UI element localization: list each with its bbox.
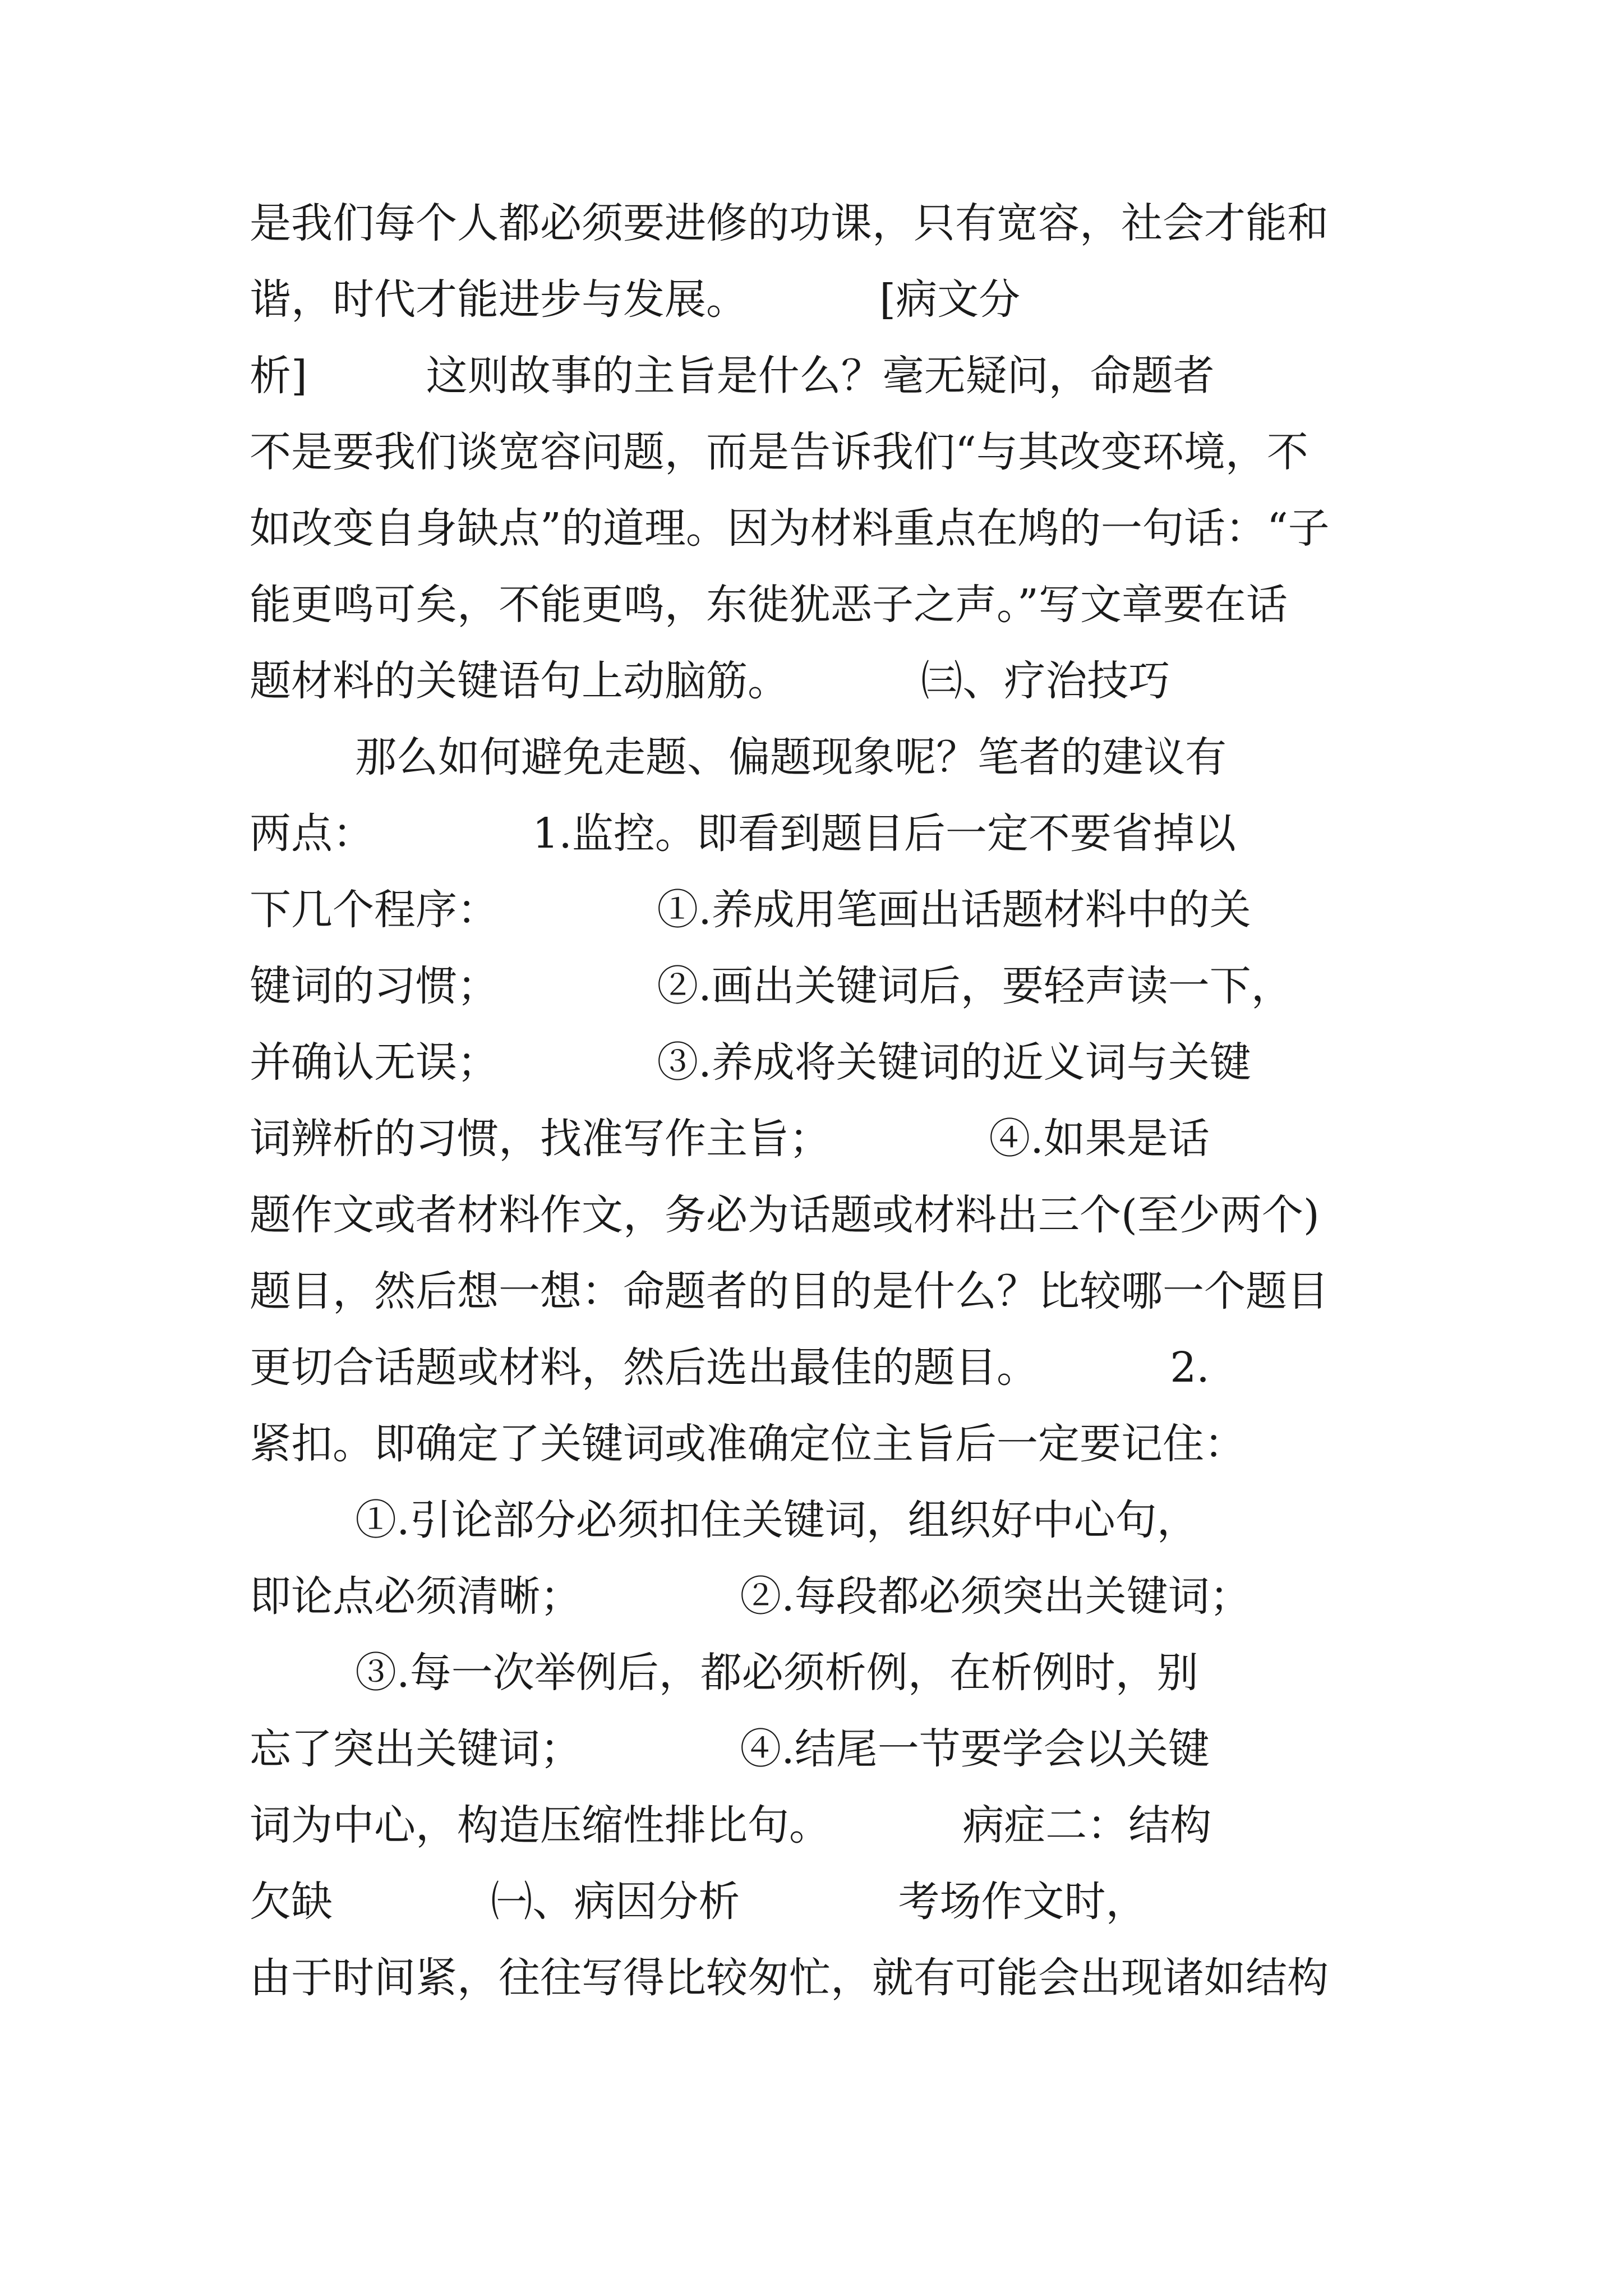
text-line: 词辨析的习惯，找准写作主旨； ④.如果是话 <box>250 1115 1210 1163</box>
text-line: 能更鸣可矣，不能更鸣，东徙犹恶子之声。”写文章要在话 <box>250 581 1288 629</box>
text-line: 欠缺 ㈠、病因分析 考场作文时， <box>250 1878 1147 1926</box>
text-line: ③.每一次举例后，都必须析例，在析例时，别 <box>250 1649 1198 1697</box>
text-line: 析] 这则故事的主旨是什么？毫无疑问，命题者 <box>250 352 1215 400</box>
text-line: 题目，然后想一想：命题者的目的是什么？比较哪一个题目 <box>250 1267 1329 1315</box>
text-line: 紧扣。即确定了关键词或准确定位主旨后一定要记住： <box>250 1420 1246 1468</box>
text-line: 如改变自身缺点”的道理。因为材料重点在鸠的一句话：“子 <box>250 504 1330 553</box>
text-line: ①.引论部分必须扣住关键词，组织好中心句， <box>250 1496 1198 1544</box>
text-line: 键词的习惯； ②.画出关键词后，要轻声读一下， <box>250 962 1293 1010</box>
text-line: 那么如何避免走题、偏题现象呢？笔者的建议有 <box>250 733 1227 781</box>
text-line: 是我们每个人都必须要进修的功课，只有宽容，社会才能和 <box>250 199 1329 247</box>
text-line: 即论点必须清晰； ②.每段都必须突出关键词； <box>250 1572 1251 1621</box>
text-line: 题材料的关键语句上动脑筋。 ㈢、疗治技巧 <box>250 657 1170 705</box>
text-line: 更切合话题或材料，然后选出最佳的题目。 2. <box>250 1343 1210 1392</box>
body-text <box>250 185 1377 2016</box>
text-line: 并确认无误； ③.养成将关键词的近义词与关键 <box>250 1038 1251 1087</box>
text-line: 下几个程序： ①.养成用笔画出话题材料中的关 <box>250 886 1251 934</box>
text-line: 忘了突出关键词； ④.结尾一节要学会以关键 <box>250 1725 1210 1773</box>
text-line: 两点： 1.监控。即看到题目后一定不要省掉以 <box>250 809 1236 858</box>
text-line: 不是要我们谈宽容问题，而是告诉我们“与其改变环境，不 <box>250 428 1308 476</box>
text-line: 由于时间紧，往往写得比较匆忙，就有可能会出现诸如结构 <box>250 1954 1329 2002</box>
text-line: 词为中心，构造压缩性排比句。 病症二：结构 <box>250 1801 1212 1849</box>
text-line: 谐，时代才能进步与发展。 [病文分 <box>250 275 1021 324</box>
text-line: 题作文或者材料作文，务必为话题或材料出三个(至少两个) <box>250 1191 1320 1239</box>
